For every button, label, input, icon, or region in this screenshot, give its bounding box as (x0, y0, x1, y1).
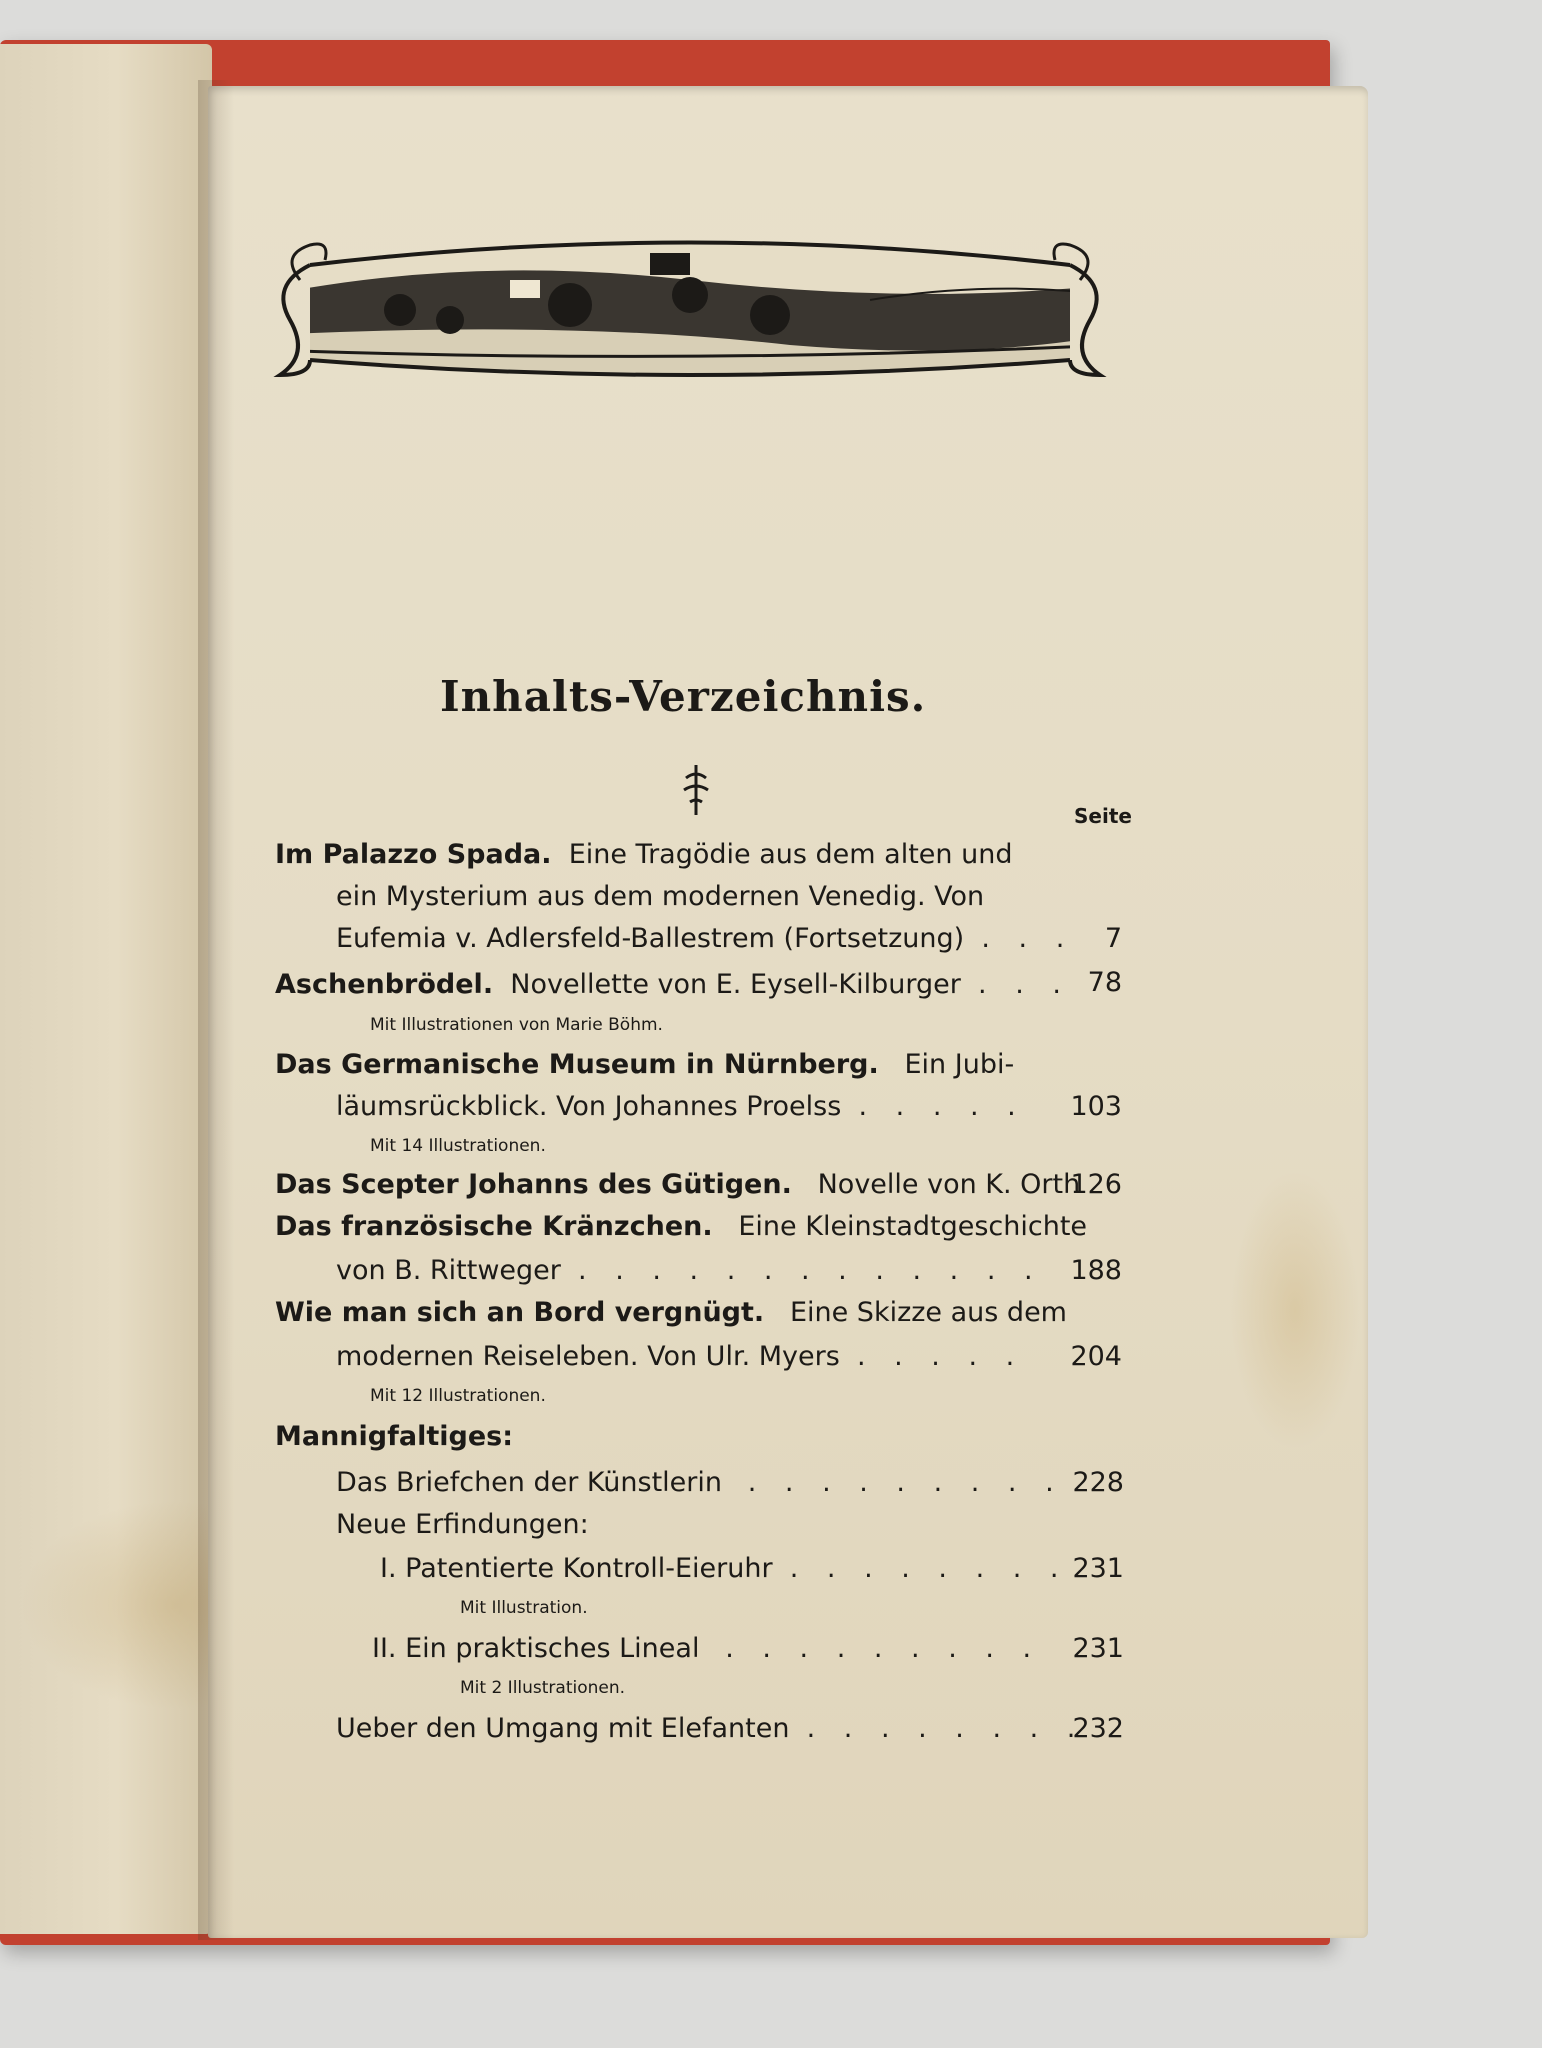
entry-text-line (336, 1340, 1024, 1374)
entry-illustration-note: Mit 2 Illustrationen. (460, 1678, 626, 1698)
dot-leader: . . . . . . . . . (747, 1467, 1064, 1498)
entry-text-line (336, 1254, 1043, 1288)
entry-illustration-note: Mit 14 Illustrationen. (370, 1136, 546, 1156)
entry-text: Novelle von K. Orth (817, 1169, 1081, 1200)
toc-subentry-eieruhr (380, 1552, 1069, 1586)
entry-title: Wie man sich an Bord vergnügt. (275, 1297, 765, 1328)
toc-entry-palazzo-spada (275, 838, 1012, 872)
entry-text: Das Briefchen der Künstlerin (336, 1467, 722, 1498)
entry-page-number: 103 (1070, 1091, 1122, 1122)
entry-text-line (336, 1090, 1026, 1124)
dot-leader: . . . . . . . . (789, 1553, 1069, 1584)
toc-section-mannigfaltiges: Mannigfaltiges: (275, 1421, 514, 1452)
entry-title: Das Germanische Museum in Nürnberg. (275, 1049, 879, 1080)
dot-leader: . . . (981, 923, 1075, 954)
entry-text: Eine Skizze aus dem (789, 1297, 1067, 1328)
dot-leader: . . . . . . . . (806, 1713, 1086, 1744)
book-gutter (198, 80, 234, 1940)
entry-page-number: 78 (1087, 967, 1122, 998)
entry-text: Eine Kleinstadtgeschichte (738, 1211, 1088, 1242)
entry-text: I. Patentierte Kontroll-Eieruhr (380, 1553, 773, 1584)
entry-page-number: 228 (1072, 1467, 1124, 1498)
toc-subentry-elefanten (336, 1712, 1085, 1746)
toc-subentry-briefchen (336, 1466, 1064, 1500)
entry-page-number: 126 (1070, 1169, 1122, 1200)
entry-title: Das französische Kränzchen. (275, 1211, 713, 1242)
entry-text: läumsrückblick. Von Johannes Proelss (336, 1091, 842, 1122)
toc-entry-scepter (275, 1168, 1080, 1202)
dot-leader: . . . . . (858, 1091, 1026, 1122)
entry-text: Novellette von E. Eysell-Kilburger (510, 969, 961, 1000)
toc-subentry-lineal (372, 1632, 1041, 1666)
toc-entry-aschenbroedel (275, 968, 1071, 1002)
page-column-header: Seite (1074, 804, 1132, 828)
entry-text: Eufemia v. Adlersfeld-Ballestrem (Fortsetzung) (336, 923, 965, 954)
fleuron-ornament-icon (676, 760, 716, 820)
entry-illustration-note: Mit Illustrationen von Marie Böhm. (370, 1015, 663, 1035)
landscape-vignette-illustration (270, 225, 1110, 395)
entry-page-number: 231 (1072, 1633, 1124, 1664)
entry-text: von B. Rittweger (336, 1255, 561, 1286)
entry-title: Aschenbrödel. (275, 969, 494, 1000)
entry-illustration-note: Mit Illustration. (460, 1598, 588, 1618)
entry-page-number: 188 (1070, 1255, 1122, 1286)
entry-illustration-note: Mit 12 Illustrationen. (370, 1386, 546, 1406)
entry-text-line (336, 922, 1074, 956)
entry-title: Das Scepter Johanns des Gütigen. (275, 1169, 792, 1200)
entry-text: modernen Reiseleben. Von Ulr. Myers (336, 1341, 840, 1372)
entry-page-number: 204 (1070, 1341, 1122, 1372)
dot-leader: . . . . . . . . . . . . . (578, 1255, 1043, 1286)
entry-text: Eine Tragödie aus dem alten und (568, 839, 1013, 870)
dot-leader: . . . . . . . . . (725, 1633, 1042, 1664)
toc-entry-an-bord (275, 1296, 1067, 1330)
entry-text: II. Ein praktisches Lineal (372, 1633, 700, 1664)
entry-title: Im Palazzo Spada. (275, 839, 552, 870)
dot-leader: . . . (978, 969, 1071, 1000)
toc-title: Inhalts-Verzeichnis. (440, 672, 927, 721)
entry-page-number: 232 (1072, 1713, 1124, 1744)
entry-page-number: 7 (1104, 923, 1122, 954)
page-stain (1230, 1170, 1360, 1450)
dot-leader: . . . . . (856, 1341, 1025, 1372)
toc-entry-germanisches-museum (275, 1048, 1014, 1082)
toc-entry-kraenzchen (275, 1210, 1087, 1244)
entry-text: Ueber den Umgang mit Elefanten (336, 1713, 790, 1744)
toc-subentry-erfindungen: Neue Erfindungen: (336, 1509, 589, 1540)
entry-text: Ein Jubi- (904, 1049, 1015, 1080)
entry-text-line: ein Mysterium aus dem modernen Venedig. Von (336, 881, 985, 912)
entry-page-number: 231 (1072, 1553, 1124, 1584)
